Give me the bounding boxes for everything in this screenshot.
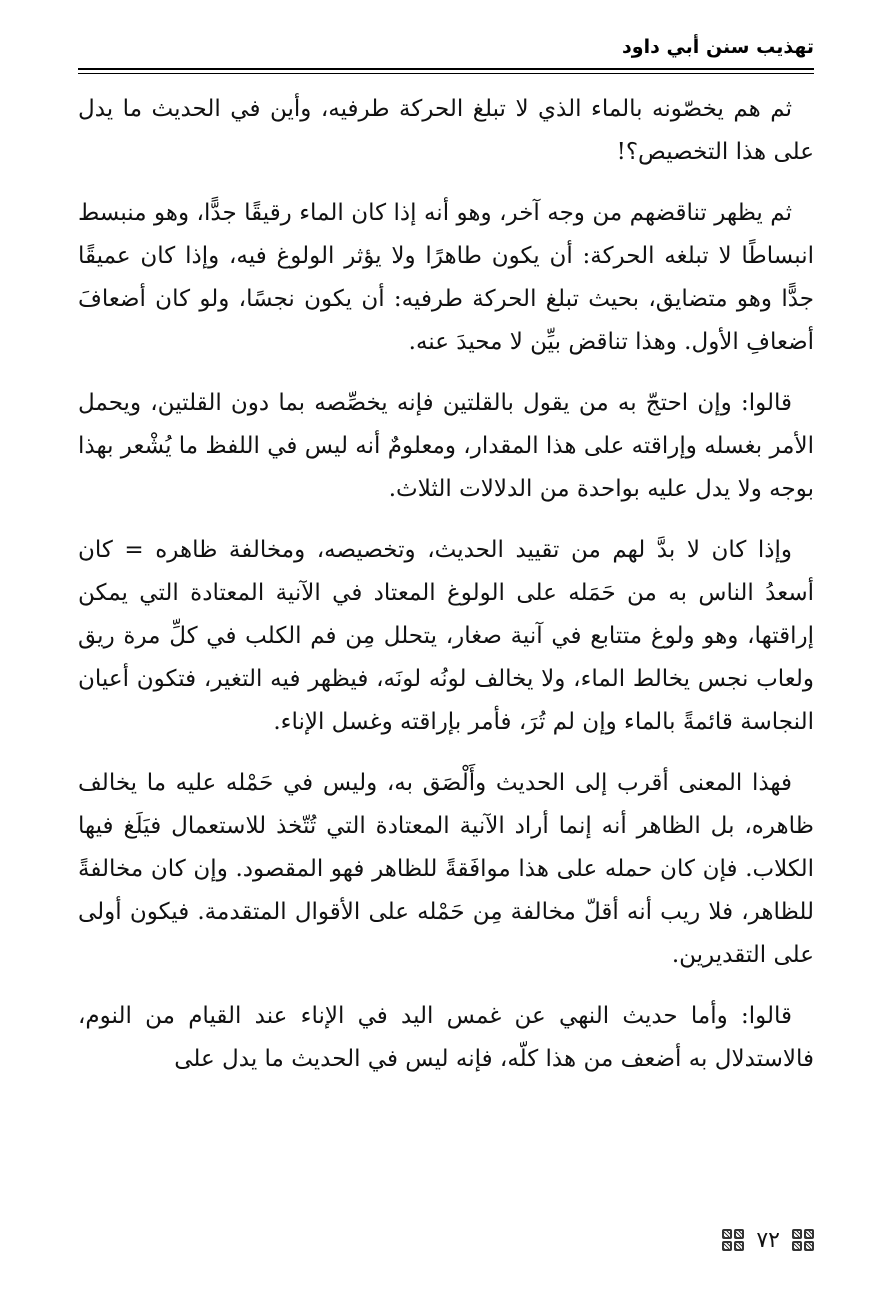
paragraph-3: قالوا: وإن احتجّ به من يقول بالقلتين فإنه يخصِّصه بما دون القلتين، ويحمل الأمر بغسله وإراقته على هذا المقدار، ومعلومٌ أنه ليس في اللفظ ما يُشْعر بهذا بوجه ولا يدل عليه بواحدة من الدلالات الثلاث.: [78, 390, 814, 502]
book-page: [78, 30, 814, 1270]
paragraph-5: فهذا المعنى أقرب إلى الحديث وأَلْصَق به، وليس في حَمْله عليه ما يخالف ظاهره، بل الظاهر أنه إنما أراد الآنية المعتادة التي تُتّخذ للاستعمال فيَلَغ فيها الكلاب. فإن كان حمله على هذا موافَقةً للظاهر فهو المقصود. وإن كان مخالفةً للظاهر، فلا ريب أنه أقلّ مخالفة مِن حَمْله على الأقوال المتقدمة. فيكون أولى على التقديرين.: [78, 770, 814, 968]
ornament-icon: [722, 1229, 744, 1251]
header-rule-thick: [78, 68, 814, 70]
paragraph-6: قالوا: وأما حديث النهي عن غمس اليد في الإناء عند القيام من النوم، فالاستدلال به أضعف من هذا كلّه، فإنه ليس في الحديث ما يدل على: [78, 1003, 814, 1072]
header-title: تهذيب سنن أبي داود: [622, 36, 814, 58]
page-footer: [722, 1222, 814, 1258]
header-rule-thin: [78, 73, 814, 74]
ornament-icon: [792, 1229, 814, 1251]
paragraph-1: ثم هم يخصّونه بالماء الذي لا تبلغ الحركة طرفيه، وأين في الحديث ما يدل على هذا التخصيص؟!: [78, 96, 814, 165]
paragraph-2: ثم يظهر تناقضهم من وجه آخر، وهو أنه إذا كان الماء رقيقًا جدًّا، وهو منبسط انبساطًا لا تبلغه الحركة: أن يكون طاهرًا ولا يؤثر الولوغ فيه، وإذا كان عميقًا جدًّا وهو متضايق، بحيث تبلغ الحركة طرفيه: أن يكون نجسًا، ولو كان أضعافَ أضعافِ الأول. وهذا تناقض بيِّن لا محيدَ عنه.: [78, 200, 814, 355]
paragraph-4: وإذا كان لا بدَّ لهم من تقييد الحديث، وتخصيصه، ومخالفة ظاهره = كان أسعدُ الناس به من حَمَله على الولوغ المعتاد في الآنية المعتادة التي يمكن إراقتها، وهو ولوغ متتابع في آنية صغار، يتحلل مِن فم الكلب في كلِّ مرة ريق ولعاب نجس يخالط الماء، ولا يخالف لونُه لونَه، فيظهر فيه التغير، فتكون أعيان النجاسة قائمةً بالماء وإن لم تُرَ، فأمر بإراقته وغسل الإناء.: [78, 537, 814, 735]
body-text: [78, 88, 814, 1099]
running-header: [78, 30, 814, 68]
page-number: ٧٢: [756, 1227, 780, 1253]
